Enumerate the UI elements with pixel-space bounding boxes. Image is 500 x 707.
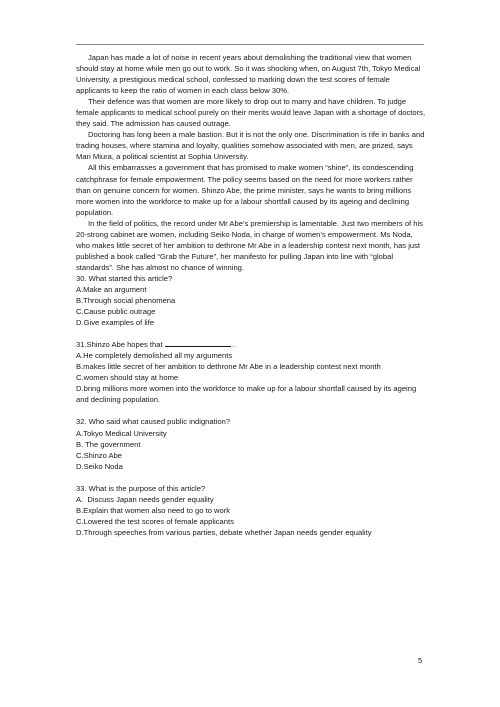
paragraph: Doctoring has long been a male bastion. But it is not the only one. Discrimination is rife in banks and trading houses, where stamina and loyalty, qualities somehow associated with men, are prized, says Mari Miura, a political scientist at Sophia University. [76, 130, 425, 162]
option: B. The government [76, 439, 141, 449]
option: B.makes little secret of her ambition to dethrone Mr Abe in a leadership contest next month [76, 362, 381, 372]
option: A.He completely demolished all my arguments [76, 351, 233, 361]
option: D.Through speeches from various parties, debate whether Japan needs gender equality [76, 527, 372, 537]
option: D.Give examples of life [76, 318, 155, 328]
option: A.Tokyo Medical University [76, 428, 167, 438]
question-stem: 32. Who said what caused public indignation? [76, 417, 231, 427]
option: C.Lowered the test scores of female applicants [76, 516, 234, 526]
question-stem: 30. What started this article? [76, 273, 173, 283]
option: B.Through social phenomena [76, 296, 176, 306]
paragraph: Japan has made a lot of noise in recent years about demolishing the traditional view that women should stay at home while men go out to work. So it was shocking when, on August 7th, Tokyo Medical University, a prestigious medical school, confessed to marking down the test scores of female applicants to keep the ratio of women in each class below 30%. [76, 53, 421, 96]
question-stem [76, 339, 426, 350]
question-stem-end: . [232, 340, 235, 350]
header-rule [76, 44, 424, 45]
page-number: 5 [418, 656, 423, 665]
option: D.Seiko Noda [76, 461, 123, 471]
paragraph: In the field of politics, the record under Mr Abe’s premiership is lamentable. Just two members of his 20-strong cabinet are women, including Seiko Noda, in charge of women’s empowerment. Ms Noda, who makes little secret of her ambition to dethrone Mr Abe in a leadership contest next month, has just published a book called “Grab the Future”, her manifesto for pulling Japan into line with “global standards”. She has almost no chance of winning. [76, 218, 423, 272]
option: C.Cause public outrage [76, 307, 156, 317]
option: A.Make an argument [76, 284, 147, 294]
option: D.bring millions more women into the workforce to make up for a labour shortfall caused by its ageing and declining population. [76, 384, 417, 405]
option: B.Explain that women also need to go to work [76, 505, 231, 515]
question-32 [76, 416, 426, 471]
question-33 [76, 483, 426, 538]
answer-blank [165, 339, 231, 347]
question-stem: 33. What is the purpose of this article? [76, 483, 206, 493]
paragraph: Their defence was that women are more likely to drop out to marry and have children. To judge female applicants to medical school purely on their merits would leave Japan with a shortage of doctors, they said. The admission has caused outrage. [76, 97, 426, 129]
question-31 [76, 339, 426, 405]
paragraph: All this embarrasses a government that has promised to make women “shine”, its condescending catchphrase for female empowerment. The policy seems based on the need for more workers rather than on genuine concern for women. Shinzo Abe, the prime minister, says he wants to bring millions more women into the workforce to make up for a labour shortfall caused by its ageing and declining population. [76, 163, 414, 217]
question-stem-text: 31.Shinzo Abe hopes that [76, 340, 163, 350]
option: A. Discuss Japan needs gender equality [76, 494, 214, 504]
option: C.women should stay at home [76, 373, 179, 383]
question-30 [76, 273, 426, 328]
document-body [76, 52, 426, 538]
option: C.Shinzo Abe [76, 450, 123, 460]
